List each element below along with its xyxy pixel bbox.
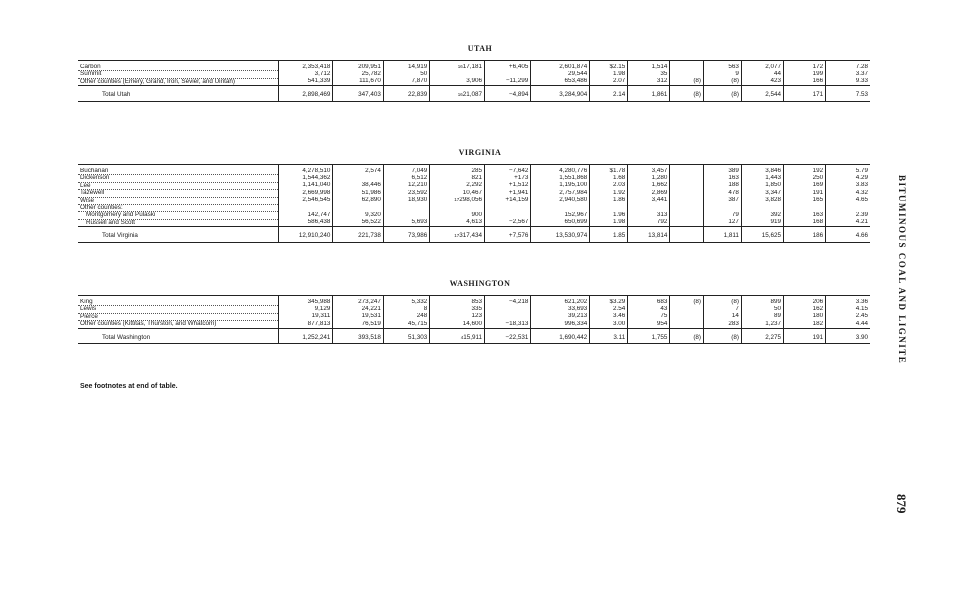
- cell-c7: $1.78: [590, 168, 628, 175]
- row-label: Russell and Scott: [78, 219, 278, 226]
- cell-c13: 5.79: [826, 168, 870, 175]
- total-cell-c9: (8): [670, 328, 704, 343]
- cell-c9: (8): [670, 78, 704, 85]
- cell-c9: [670, 175, 704, 182]
- table-row: [78, 71, 870, 78]
- cell-c12: 162: [784, 306, 826, 313]
- cell-c4: 123: [430, 313, 485, 320]
- cell-c6: 650,699: [531, 219, 590, 226]
- cell-c7: 1.98: [590, 71, 628, 78]
- cell-c2: 51,986: [333, 190, 384, 197]
- cell-c3: 23,592: [383, 190, 429, 197]
- total-label: Total Washington: [78, 328, 278, 343]
- total-cell-c4: $^{17}$317,434: [430, 227, 485, 242]
- running-head: BITUMINOUS COAL AND LIGNITE: [897, 175, 907, 365]
- cell-c2: 9,320: [333, 212, 384, 219]
- table-row: [78, 175, 870, 182]
- cell-c10: 387: [704, 197, 742, 204]
- total-cell-c6: 1,690,442: [531, 328, 590, 343]
- cell-c1: 3,712: [278, 71, 333, 78]
- cell-c3: [383, 205, 429, 212]
- cell-c7: [590, 205, 628, 212]
- row-label: Other counties (Kittitas, Thurston, and Whatcom): [80, 320, 217, 328]
- cell-c3: 8: [383, 306, 429, 313]
- cell-c7: 2.07: [590, 78, 628, 85]
- cell-c12: 192: [784, 168, 826, 175]
- cell-c8: [628, 205, 670, 212]
- total-cell-c1: 2,898,469: [278, 86, 333, 101]
- total-cell-c2: 221,738: [333, 227, 384, 242]
- total-cell-c5: −4,894: [485, 86, 531, 101]
- cell-c11: 89: [741, 313, 783, 320]
- cell-c5: −4,218: [485, 299, 531, 306]
- section-title-utah: UTAH: [467, 44, 493, 53]
- cell-c2: 19,531: [333, 313, 384, 320]
- cell-c1: 345,988: [278, 299, 333, 306]
- cell-c3: 45,715: [383, 321, 429, 328]
- cell-c2: 76,519: [333, 321, 384, 328]
- cell-c6: 2,601,874: [531, 64, 590, 71]
- cell-c1: 19,311: [278, 313, 333, 320]
- cell-c7: 3.46: [590, 313, 628, 320]
- cell-c12: [784, 205, 826, 212]
- cell-c9: [670, 205, 704, 212]
- total-cell-c7: 1.85: [590, 227, 628, 242]
- cell-c3: 5,332: [383, 299, 429, 306]
- cell-c7: 1.98: [590, 219, 628, 226]
- cell-c9: [670, 219, 704, 226]
- section-title-virginia: VIRGINIA: [458, 148, 502, 157]
- cell-c6: 2,940,580: [531, 197, 590, 204]
- cell-c3: 6,512: [383, 175, 429, 182]
- cell-c7: 1.96: [590, 212, 628, 219]
- cell-c10: 478: [704, 190, 742, 197]
- total-cell-c12: 171: [784, 86, 826, 101]
- page-number: 879: [894, 494, 909, 514]
- cell-c4: $^{16}$17,181: [430, 64, 485, 71]
- cell-c10: 563: [704, 64, 742, 71]
- table-row: [78, 190, 870, 197]
- cell-c11: 2,077: [741, 64, 783, 71]
- cell-c4: 335: [430, 306, 485, 313]
- cell-c5: [485, 71, 531, 78]
- cell-c12: 180: [784, 313, 826, 320]
- row-label: Pierce: [78, 313, 278, 320]
- cell-c9: [670, 313, 704, 320]
- footnote: See footnotes at end of table.: [80, 383, 178, 390]
- cell-c4: 900: [430, 212, 485, 219]
- cell-c2: 24,221: [333, 306, 384, 313]
- cell-c11: 3,828: [741, 197, 783, 204]
- cell-c6: 1,195,100: [531, 182, 590, 189]
- cell-c4: 14,600: [430, 321, 485, 328]
- cell-c8: 312: [628, 78, 670, 85]
- cell-c6: 33,693: [531, 306, 590, 313]
- cell-c8: 1,514: [628, 64, 670, 71]
- cell-c12: 172: [784, 64, 826, 71]
- cell-c12: 166: [784, 78, 826, 85]
- cell-c7: 1.68: [590, 175, 628, 182]
- cell-c11: 899: [741, 299, 783, 306]
- cell-c4: 821: [430, 175, 485, 182]
- cell-c8: 3,441: [628, 197, 670, 204]
- cell-c12: 199: [784, 71, 826, 78]
- cell-c13: 4.65: [826, 197, 870, 204]
- cell-c2: [333, 205, 384, 212]
- cell-c1: 9,129: [278, 306, 333, 313]
- total-cell-c11: 15,625: [741, 227, 783, 242]
- cell-c13: 4.15: [826, 306, 870, 313]
- cell-c13: 4.21: [826, 219, 870, 226]
- total-cell-c4: $^4$15,911: [430, 328, 485, 343]
- section-title-washington: WASHINGTON: [449, 279, 511, 288]
- cell-c11: 1,237: [741, 321, 783, 328]
- cell-c13: 4.32: [826, 190, 870, 197]
- table-utah: [78, 60, 870, 102]
- cell-c11: 423: [741, 78, 783, 85]
- cell-c5: [485, 212, 531, 219]
- cell-c4: 2,292: [430, 182, 485, 189]
- total-cell-c12: 186: [784, 227, 826, 242]
- cell-c7: 1.86: [590, 197, 628, 204]
- cell-c4: [430, 205, 485, 212]
- cell-c10: (8): [704, 299, 742, 306]
- cell-c7: $2.15: [590, 64, 628, 71]
- cell-c10: 283: [704, 321, 742, 328]
- cell-c3: 14,919: [383, 64, 429, 71]
- cell-c6: 1,551,868: [531, 175, 590, 182]
- cell-c8: 1,662: [628, 182, 670, 189]
- cell-c13: 4.44: [826, 321, 870, 328]
- cell-c6: [531, 205, 590, 212]
- cell-c10: 7: [704, 306, 742, 313]
- cell-c5: −7,642: [485, 168, 531, 175]
- cell-c13: 3.83: [826, 182, 870, 189]
- cell-c5: [485, 205, 531, 212]
- cell-c7: 3.00: [590, 321, 628, 328]
- cell-c12: 168: [784, 219, 826, 226]
- total-cell-c10: 1,811: [704, 227, 742, 242]
- cell-c5: +1,512: [485, 182, 531, 189]
- total-cell-c13: 4.66: [826, 227, 870, 242]
- cell-c1: 2,546,545: [278, 197, 333, 204]
- cell-c8: 75: [628, 313, 670, 320]
- cell-c12: 250: [784, 175, 826, 182]
- cell-c5: −2,567: [485, 219, 531, 226]
- cell-c3: 12,210: [383, 182, 429, 189]
- table-row: [78, 78, 870, 85]
- total-cell-c11: 2,544: [741, 86, 783, 101]
- cell-c5: +173: [485, 175, 531, 182]
- total-cell-c13: 3.90: [826, 328, 870, 343]
- cell-c10: 163: [704, 175, 742, 182]
- cell-c3: 7,049: [383, 168, 429, 175]
- cell-c4: [430, 71, 485, 78]
- table-row: [78, 306, 870, 313]
- cell-c3: 7,870: [383, 78, 429, 85]
- cell-c6: 152,967: [531, 212, 590, 219]
- cell-c7: 1.92: [590, 190, 628, 197]
- cell-c9: [670, 212, 704, 219]
- table-row: [78, 64, 870, 71]
- cell-c7: 2.54: [590, 306, 628, 313]
- cell-c9: [670, 321, 704, 328]
- total-cell-c1: 12,910,240: [278, 227, 333, 242]
- cell-c9: [670, 168, 704, 175]
- table-virginia: [78, 164, 870, 243]
- row-label: Wise: [78, 197, 278, 204]
- cell-c3: 50: [383, 71, 429, 78]
- cell-c13: 4.29: [826, 175, 870, 182]
- row-label: Carbon: [78, 64, 278, 71]
- cell-c2: 38,446: [333, 182, 384, 189]
- cell-c8: 954: [628, 321, 670, 328]
- cell-c11: 1,443: [741, 175, 783, 182]
- total-cell-c7: 3.11: [590, 328, 628, 343]
- cell-c9: [670, 190, 704, 197]
- cell-c2: 273,247: [333, 299, 384, 306]
- total-cell-c10: (8): [704, 328, 742, 343]
- cell-c12: 191: [784, 190, 826, 197]
- total-cell-c13: 7.53: [826, 86, 870, 101]
- row-label: Summit: [78, 71, 278, 78]
- total-cell-c4: $^{16}$21,087: [430, 86, 485, 101]
- cell-c11: 919: [741, 219, 783, 226]
- cell-c5: +1,941: [485, 190, 531, 197]
- table-washington: [78, 295, 870, 344]
- cell-c13: 3.36: [826, 299, 870, 306]
- row-label: Dickenson: [78, 175, 278, 182]
- total-cell-c8: 13,814: [628, 227, 670, 242]
- cell-c4: 285: [430, 168, 485, 175]
- cell-c1: 142,747: [278, 212, 333, 219]
- cell-c1: 2,669,998: [278, 190, 333, 197]
- cell-c1: [278, 205, 333, 212]
- cell-c13: 2.45: [826, 313, 870, 320]
- cell-c6: 621,202: [531, 299, 590, 306]
- cell-c5: +6,405: [485, 64, 531, 71]
- cell-c8: 3,457: [628, 168, 670, 175]
- cell-c11: 50: [741, 306, 783, 313]
- cell-c3: [383, 212, 429, 219]
- table-row: [78, 321, 870, 328]
- cell-c13: 3.37: [826, 71, 870, 78]
- cell-c8: 43: [628, 306, 670, 313]
- table-row: [78, 168, 870, 175]
- cell-c1: 2,353,418: [278, 64, 333, 71]
- table-row: [78, 219, 870, 226]
- total-cell-c11: 2,275: [741, 328, 783, 343]
- cell-c4: $^{17}$298,056: [430, 197, 485, 204]
- cell-c11: [741, 205, 783, 212]
- cell-c10: 188: [704, 182, 742, 189]
- cell-c12: 165: [784, 197, 826, 204]
- cell-c2: 56,522: [333, 219, 384, 226]
- cell-c7: 2.03: [590, 182, 628, 189]
- cell-c3: 248: [383, 313, 429, 320]
- cell-c2: 209,951: [333, 64, 384, 71]
- cell-c9: [670, 71, 704, 78]
- cell-c10: (8): [704, 78, 742, 85]
- table-row: [78, 299, 870, 306]
- cell-c1: 586,438: [278, 219, 333, 226]
- cell-c10: [704, 205, 742, 212]
- table-row: [78, 212, 870, 219]
- cell-c9: [670, 64, 704, 71]
- row-label: Lee: [78, 182, 278, 189]
- cell-c11: 44: [741, 71, 783, 78]
- cell-c10: 389: [704, 168, 742, 175]
- total-cell-c7: 2.14: [590, 86, 628, 101]
- total-cell-c3: 73,986: [383, 227, 429, 242]
- cell-c4: 4,613: [430, 219, 485, 226]
- cell-c2: 111,670: [333, 78, 384, 85]
- cell-c13: 9.33: [826, 78, 870, 85]
- cell-c8: 1,280: [628, 175, 670, 182]
- cell-c1: 4,278,510: [278, 168, 333, 175]
- cell-c6: 2,757,984: [531, 190, 590, 197]
- row-label: Lewis: [78, 306, 278, 313]
- cell-c12: 169: [784, 182, 826, 189]
- cell-c10: 127: [704, 219, 742, 226]
- total-label: Total Utah: [78, 86, 278, 101]
- cell-c5: −11,299: [485, 78, 531, 85]
- total-cell-c8: 1,755: [628, 328, 670, 343]
- total-cell-c2: 347,403: [333, 86, 384, 101]
- cell-c10: 9: [704, 71, 742, 78]
- row-label: Other counties:: [78, 205, 278, 212]
- total-cell-c3: 51,303: [383, 328, 429, 343]
- cell-c2: 62,890: [333, 197, 384, 204]
- cell-c5: +14,159: [485, 197, 531, 204]
- total-label: Total Virginia: [78, 227, 278, 242]
- cell-c4: 853: [430, 299, 485, 306]
- cell-c9: [670, 197, 704, 204]
- cell-c1: 877,813: [278, 321, 333, 328]
- total-cell-c3: 22,839: [383, 86, 429, 101]
- total-cell-c5: −22,531: [485, 328, 531, 343]
- cell-c3: 18,930: [383, 197, 429, 204]
- cell-c9: (8): [670, 299, 704, 306]
- table-row: [78, 313, 870, 320]
- cell-c1: 541,339: [278, 78, 333, 85]
- cell-c4: 10,467: [430, 190, 485, 197]
- table-row: [78, 197, 870, 204]
- cell-c8: 2,869: [628, 190, 670, 197]
- total-cell-c12: 191: [784, 328, 826, 343]
- cell-c11: 1,850: [741, 182, 783, 189]
- total-row: [78, 86, 870, 101]
- total-cell-c9: (8): [670, 86, 704, 101]
- row-label: Other counties (Emery, Grand, Iron, Sevier, and Uintah): [80, 78, 235, 85]
- cell-c5: −18,313: [485, 321, 531, 328]
- total-cell-c1: 1,252,241: [278, 328, 333, 343]
- cell-c5: [485, 306, 531, 313]
- cell-c6: 653,486: [531, 78, 590, 85]
- cell-c13: [826, 205, 870, 212]
- total-cell-c6: 13,530,974: [531, 227, 590, 242]
- cell-c2: 2,574: [333, 168, 384, 175]
- cell-c9: [670, 182, 704, 189]
- cell-c4: 3,906: [430, 78, 485, 85]
- cell-c1: 1,141,040: [278, 182, 333, 189]
- cell-c6: 29,544: [531, 71, 590, 78]
- cell-c8: 792: [628, 219, 670, 226]
- cell-c13: 7.28: [826, 64, 870, 71]
- cell-c12: 182: [784, 321, 826, 328]
- cell-c10: 14: [704, 313, 742, 320]
- cell-c12: 163: [784, 212, 826, 219]
- cell-c1: 1,544,362: [278, 175, 333, 182]
- cell-c6: 4,280,776: [531, 168, 590, 175]
- cell-c10: 79: [704, 212, 742, 219]
- row-label: Buchanan: [78, 168, 278, 175]
- cell-c9: [670, 306, 704, 313]
- cell-c12: 206: [784, 299, 826, 306]
- cell-c2: 25,782: [333, 71, 384, 78]
- cell-c8: 683: [628, 299, 670, 306]
- total-row: [78, 328, 870, 343]
- row-label: King: [78, 299, 278, 306]
- cell-c3: 5,693: [383, 219, 429, 226]
- cell-c8: 35: [628, 71, 670, 78]
- cell-c11: 3,846: [741, 168, 783, 175]
- total-cell-c10: (8): [704, 86, 742, 101]
- total-cell-c8: 1,861: [628, 86, 670, 101]
- total-row: [78, 227, 870, 242]
- total-cell-c2: 393,518: [333, 328, 384, 343]
- total-cell-c6: 3,284,904: [531, 86, 590, 101]
- cell-c7: $3.29: [590, 299, 628, 306]
- cell-c6: 39,213: [531, 313, 590, 320]
- cell-c11: 3,347: [741, 190, 783, 197]
- cell-c2: [333, 175, 384, 182]
- table-row: [78, 182, 870, 189]
- total-cell-c9: [670, 227, 704, 242]
- row-label: Tazewell: [78, 190, 278, 197]
- table-row: [78, 205, 870, 212]
- cell-c6: 996,334: [531, 321, 590, 328]
- cell-c13: 2.39: [826, 212, 870, 219]
- cell-c5: [485, 313, 531, 320]
- cell-c11: 392: [741, 212, 783, 219]
- cell-c8: 313: [628, 212, 670, 219]
- row-label: Montgomery and Pulaski: [78, 212, 278, 219]
- total-cell-c5: +7,576: [485, 227, 531, 242]
